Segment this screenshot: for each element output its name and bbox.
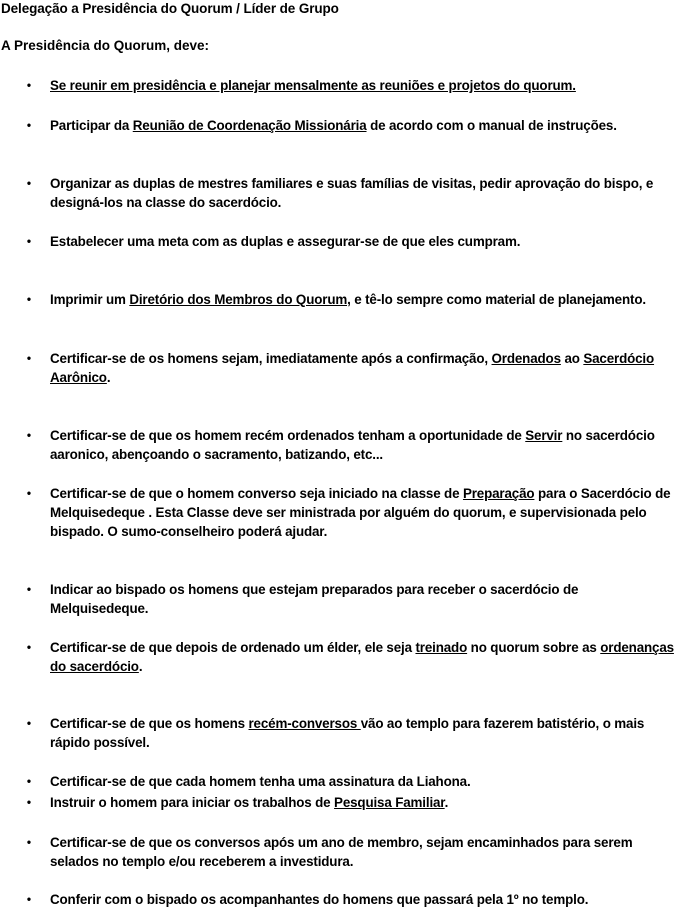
underlined-link[interactable]: Se reunir em presidência e planejar mensalmente as reuniões e projetos do quorum. (50, 78, 576, 93)
text-segment: Organizar as duplas de mestres familiares e suas famílias de visitas, pedir aprovação do bispo, e designá-los na classe do sacerdócio. (50, 176, 654, 210)
text-segment: Instruir o homem para iniciar os trabalhos de (50, 795, 335, 810)
text-segment: Certificar-se de que os conversos após um ano de membro, sejam encaminhados para serem selados no templo e/ou receberem a investidura. (50, 835, 633, 869)
intro-line: A Presidência do Quorum, deve: (1, 38, 210, 53)
text-segment: Imprimir um (50, 292, 130, 307)
bullet-icon: • (26, 292, 32, 306)
text-segment: Certificar-se de os homens sejam, imediatamente após a confirmação, (50, 351, 492, 366)
text-segment: . (444, 795, 449, 810)
bullet-icon: • (26, 176, 32, 190)
list-item-text (50, 580, 674, 618)
text-segment: ao (560, 351, 584, 366)
text-segment: Certificar-se de que o homem converso seja iniciado na classe de (50, 486, 463, 501)
list-item-text (50, 484, 674, 541)
bullet-icon: • (26, 78, 32, 92)
underlined-link[interactable]: treinado (415, 640, 468, 655)
bullet-icon: • (26, 428, 32, 442)
underlined-link[interactable]: ordenanças do sacerdócio (50, 640, 674, 674)
text-segment: Participar da (50, 118, 133, 133)
bullet-icon: • (26, 351, 32, 365)
bullet-icon: • (26, 234, 32, 248)
bullet-icon: • (26, 118, 32, 132)
underlined-link[interactable]: Ordenados (491, 351, 561, 366)
text-segment: Certificar-se de que depois de ordenado um élder, ele seja (50, 640, 416, 655)
text-segment: no sacerdócio aaronico, abençoando o sacramento, batizando, etc... (50, 428, 655, 462)
text-segment: e tê-lo sempre como material de planejamento. (350, 292, 646, 307)
underlined-link[interactable]: Reunião de Coordenação Missionária (132, 118, 367, 133)
text-segment: para o Sacerdócio de Melquisedeque . Esta Classe deve ser ministrada por alguém do quorum, e supervisionada pelo bispado. O sumo-conselheiro poderá ajudar. (50, 486, 671, 539)
bullet-icon: • (26, 640, 32, 654)
list-item-text (50, 426, 674, 464)
list-item-text (50, 76, 674, 95)
underlined-link[interactable]: Preparação (462, 486, 535, 501)
text-segment: Certificar-se de que os homem recém ordenados tenham a oportunidade de (50, 428, 526, 443)
list-item-text (50, 232, 674, 251)
text-segment: Conferir com o bispado os acompanhantes do homens que passará pela 1º no templo. (50, 892, 589, 907)
bullet-icon: • (26, 774, 32, 788)
text-segment: . (106, 370, 111, 385)
underlined-link[interactable]: Servir (525, 428, 563, 443)
list-item-text (50, 174, 674, 212)
text-segment: Estabelecer uma meta com as duplas e assegurar-se de que eles cumpram. (50, 234, 521, 249)
list-item-text (50, 349, 674, 387)
document-heading: Delegação a Presidência do Quorum / Líder de Grupo (1, 1, 339, 16)
list-item-text (50, 890, 674, 909)
text-segment: Certificar-se de que cada homem tenha uma assinatura da Liahona. (50, 774, 471, 789)
text-segment: . (138, 659, 143, 674)
bullet-icon: • (26, 835, 32, 849)
bullet-icon: • (26, 892, 32, 906)
list-item-text (50, 638, 674, 676)
text-segment: Certificar-se de que os homens (50, 716, 249, 731)
text-segment: vão ao templo para fazerem batistério, o mais rápido possível. (50, 716, 645, 750)
text-segment: no quorum sobre as (467, 640, 601, 655)
bullet-icon: • (26, 716, 32, 730)
bullet-icon: • (26, 795, 32, 809)
bullet-icon: • (26, 486, 32, 500)
bullet-icon: • (26, 582, 32, 596)
list-item-text (50, 290, 674, 309)
underlined-link[interactable]: Diretório dos Membros do Quorum, (129, 292, 351, 307)
text-segment: Indicar ao bispado os homens que estejam preparados para receber o sacerdócio de Melquisedeque. (50, 582, 579, 616)
list-item-text (50, 833, 674, 871)
underlined-link[interactable]: Sacerdócio Aarônico (50, 351, 655, 385)
list-item-text (50, 772, 674, 791)
text-segment: de acordo com o manual de instruções. (366, 118, 617, 133)
list-item-text (50, 714, 674, 752)
underlined-link[interactable]: recém-conversos (248, 716, 361, 731)
underlined-link[interactable]: Pesquisa Familiar (334, 795, 445, 810)
list-item-text (50, 793, 674, 812)
list-item-text (50, 116, 674, 135)
